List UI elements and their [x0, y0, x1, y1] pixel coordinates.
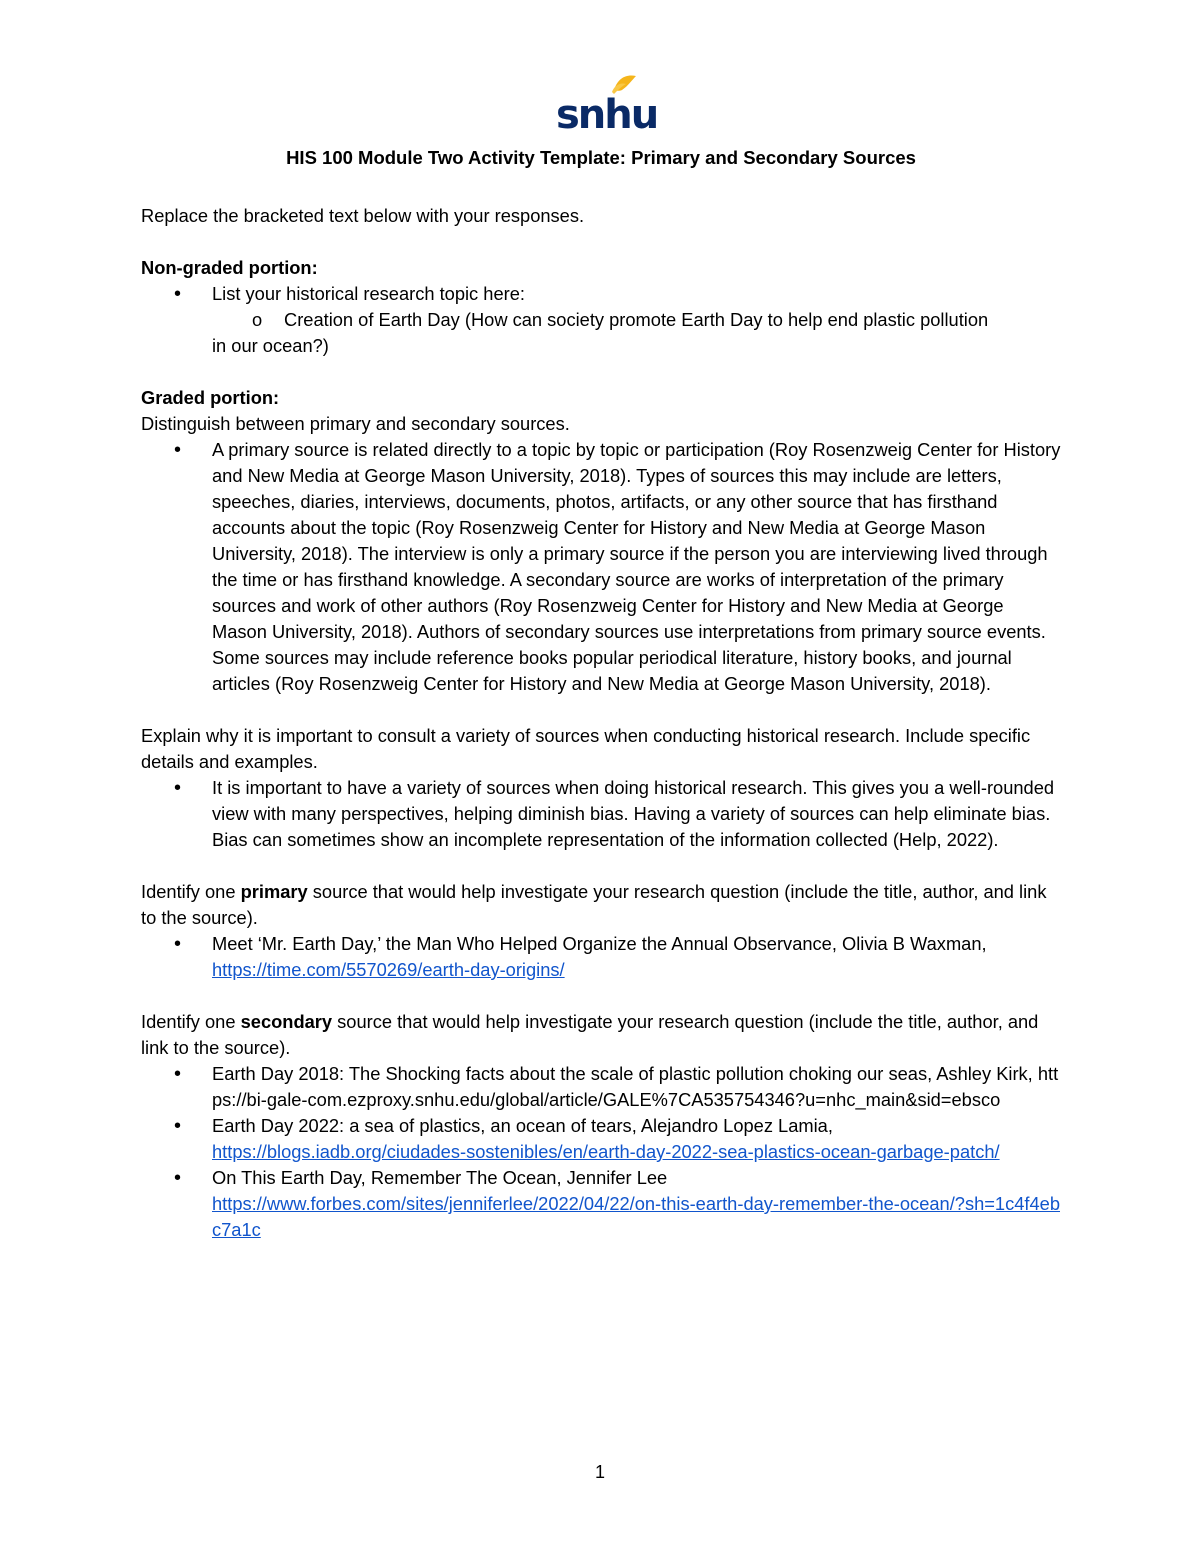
- primary-source-link[interactable]: https://time.com/5570269/earth-day-origins/: [212, 959, 565, 980]
- graded-heading: Graded portion:: [141, 387, 280, 408]
- instructions: Replace the bracketed text below with your responses.: [141, 205, 585, 226]
- answer-2-list: [141, 775, 1061, 853]
- sub-bullet-marker: o: [252, 309, 263, 330]
- page-title: HIS 100 Module Two Activity Template: Primary and Secondary Sources: [286, 147, 916, 168]
- non-graded-heading: Non-graded portion:: [141, 257, 318, 278]
- secondary-source-link[interactable]: https://www.forbes.com/sites/jenniferlee/2022/04/22/on-this-earth-day-remember-the-ocean/?sh=1c4f4ebc7a1c: [212, 1193, 1060, 1240]
- list-item: • Earth Day 2022: a sea of plastics, an ocean of tears, Alejandro Lopez Lamia, https://blogs.iadb.org/ciudades-sostenibles/en/earth-day-2022-sea-plastics-ocean-garbage-patch/: [141, 1113, 1061, 1165]
- list-item: • Meet ‘Mr. Earth Day,’ the Man Who Helped Organize the Annual Observance, Olivia B Waxman, https://time.com/5570269/earth-day-origins/: [141, 931, 1061, 983]
- non-graded-list: [141, 281, 1061, 307]
- question-1: Distinguish between primary and secondary sources.: [141, 413, 570, 434]
- page-number: 1: [594, 1462, 605, 1482]
- snhu-logo: [554, 72, 658, 138]
- document-body: [141, 140, 1061, 1243]
- answer-3-list: [141, 931, 1061, 983]
- secondary-source-link[interactable]: https://blogs.iadb.org/ciudades-sostenibles/en/earth-day-2022-sea-plastics-ocean-garbage-patch/: [212, 1141, 1000, 1162]
- list-item: • It is important to have a variety of sources when doing historical research. This gives you a well-rounded view with many perspectives, helping diminish bias. Having a variety of sources can help eliminate bias. Bias can sometimes show an incomplete representation of the information collected (Help, 2022).: [141, 775, 1061, 853]
- question-3: Identify one primary source that would help investigate your research question (include the title, author, and link to the source).: [141, 881, 1047, 928]
- list-item: • A primary source is related directly to a topic by topic or participation (Roy Rosenzweig Center for History and New Media at George Mason University, 2018). Types of sources this may include are letters, speeches, diaries, interviews, documents, photos, artifacts, or any other source that has firsthand accounts about the topic (Roy Rosenzweig Center for History and New Media at George Mason University, 2018). The interview is only a primary source if the person you are interviewing lived through the time or has firsthand knowledge. A secondary source are works of interpretation of the primary sources and work of other authors (Roy Rosenzweig Center for History and New Media at George Mason University, 2018). Authors of secondary sources use interpretations from primary source events. Some sources may include reference books popular periodical literature, history books, and journal articles (Roy Rosenzweig Center for History and New Media at George Mason University, 2018).: [141, 437, 1061, 697]
- question-4: Identify one secondary source that would help investigate your research question (include the title, author, and link to the source).: [141, 1011, 1039, 1058]
- svg-text:snhu: snhu: [556, 92, 658, 138]
- question-2: Explain why it is important to consult a variety of sources when conducting historical research. Include specific details and examples.: [141, 725, 1031, 772]
- sub-list-item: o Creation of Earth Day (How can society promote Earth Day to help end plastic pollution in our ocean?): [212, 309, 989, 356]
- list-item: • On This Earth Day, Remember The Ocean, Jennifer Lee https://www.forbes.com/sites/jenniferlee/2022/04/22/on-this-earth-day-remember-the-ocean/?sh=1c4f4ebc7a1c: [141, 1165, 1061, 1243]
- list-item: • Earth Day 2018: The Shocking facts about the scale of plastic pollution choking our seas, Ashley Kirk, https://bi-gale-com.ezproxy.snhu.edu/global/article/GALE%7CA535754346?u=nhc_main&sid=ebsco: [141, 1061, 1061, 1113]
- answer-1-list: [141, 437, 1061, 697]
- list-item: • List your historical research topic here:: [141, 281, 1061, 307]
- answer-4-list: [141, 1061, 1061, 1243]
